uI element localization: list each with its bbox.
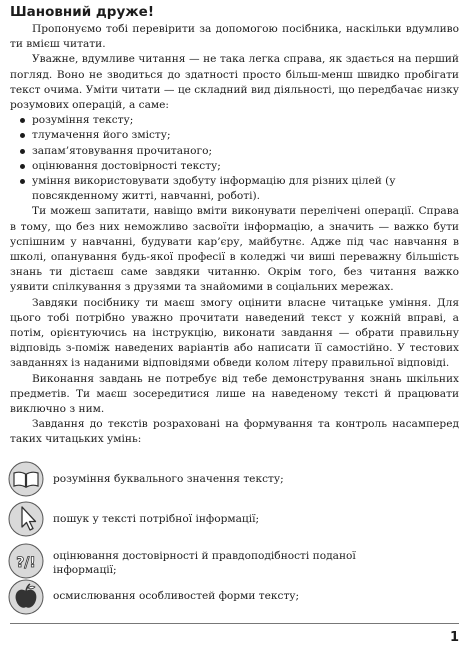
skill-label: осмислювання особливостей форми тексту; [53, 590, 300, 602]
paragraph-intro: Пропонуємо тобі перевірити за допомогою посібника, наскільки вдумливо ти вмієш читати. [10, 23, 459, 51]
svg-text:?/!: ?/! [16, 555, 36, 571]
skill-item [8, 579, 458, 619]
page-title: Шановний друже! [10, 4, 154, 20]
open-book-icon [8, 461, 44, 497]
bullet-icon [20, 133, 25, 138]
skill-item [8, 461, 458, 501]
list-item: оцінювання достовірності тексту; [10, 159, 459, 174]
list-item: уміння використовувати здобуту інформацію для різних цілей (у повсякденному житті, навчанні, роботі). [10, 174, 459, 204]
paragraph-skills-intro: Завдання до текстів розраховані на формування та контроль насамперед таких читацьких умінь: [10, 418, 459, 446]
skill-item [8, 543, 458, 579]
apple-icon [8, 579, 44, 615]
paragraph-focus: Виконання завдань не потребує від тебе демонстрування знань шкільних предметів. Ти маєш зосередитися лише на наведеному тексті й працювати виключно з ним. [10, 372, 459, 416]
bullet-icon [20, 118, 25, 123]
list-item: запам’ятовування прочитаного; [10, 144, 459, 159]
skill-label: пошук у тексті потрібної інформації; [53, 513, 260, 525]
paragraph-manual: Завдяки посібнику ти маєш змогу оцінити власне читацьке уміння. Для цього тобі потрібно уважно прочитати наведений текст у кожній вправі, а потім, орієнтуючись на інструкцію, виконати завдання — обрати правильну відповідь з-поміж наведених варіантів або написати її самостійно. У тестових завданнях із наданими відповідями обведи колом літеру правильної відповіді. [10, 296, 459, 370]
skills-list [8, 461, 458, 619]
question-exclamation-icon [8, 543, 44, 579]
paragraph-why: Ти можеш запитати, навіщо вміти виконувати перелічені операції. Справа в тому, що без них неможливо засвоїти інформацію, а значить — важко бути успішним у навчанні, будувати кар’єру, майбутнє. Адже під час навчання в школі, опанування будь-якої професії в коледжі чи виші переважну більшість знань ти дістаєш саме завдяки читанню. Окрім того, без читання важко уявити спілкування з друзями та знайомими в соціальних мережах. [10, 205, 459, 294]
cursor-pointer-icon [8, 501, 44, 537]
bullet-icon [20, 164, 25, 169]
bullet-icon [20, 149, 25, 154]
list-item: тлумачення його змісту; [10, 128, 459, 143]
footer-divider [10, 623, 459, 624]
intro-text [10, 22, 459, 448]
bullet-icon [20, 179, 25, 184]
skill-item [8, 501, 458, 543]
skill-label: розуміння буквального значення тексту; [53, 473, 284, 485]
page-number: 1 [449, 630, 459, 645]
operations-list [10, 113, 459, 204]
skill-label: оцінювання достовірності й правдоподібності поданої інформації; [53, 550, 356, 576]
list-item: розуміння тексту; [10, 113, 459, 128]
paragraph-reading: Уважне, вдумливе читання — не така легка справа, як здається на перший погляд. Воно не зводиться до здатності просто більш-менш швидко пробігати текст очима. Уміти читати — це складний вид діяльності, що передбачає низку розумових операцій, а саме: [10, 53, 459, 112]
